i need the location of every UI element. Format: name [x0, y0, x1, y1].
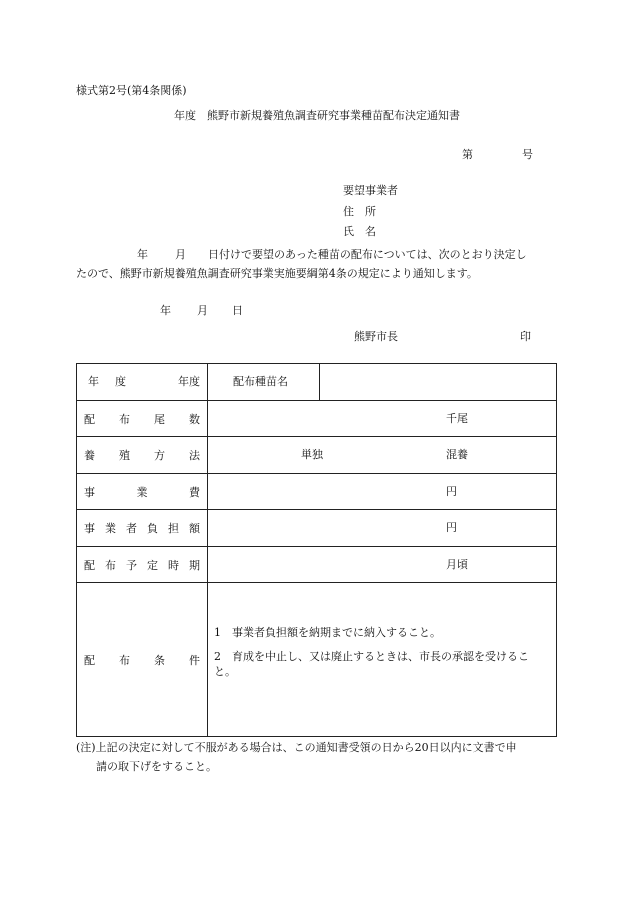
- table-row-quantity: [77, 401, 557, 437]
- method-option-single: 単独: [301, 448, 323, 461]
- name-label: 氏 名: [343, 225, 376, 238]
- table-row-method: [77, 437, 557, 474]
- applicant-label: 要望事業者: [343, 184, 398, 197]
- burden-label: 事 業 者 負 担 額: [77, 510, 208, 547]
- issuer-mayor: 熊野市長: [354, 330, 398, 343]
- body-line1: 日付けで要望のあった種苗の配布については、次のとおり決定し: [208, 248, 527, 261]
- divider-2: [319, 364, 320, 400]
- condition-2: 2 育成を中止し、又は廃止するときは、市長の承認を受けること。: [214, 649, 529, 678]
- table-row-schedule: [77, 547, 557, 583]
- table-row-fiscal-year: [77, 364, 557, 401]
- method-option-mixed: 混養: [446, 448, 468, 461]
- issue-day: 日: [232, 304, 243, 317]
- notice-number-suffix: 号: [522, 148, 533, 161]
- body-month: 月: [175, 248, 186, 261]
- issue-year: 年: [160, 304, 171, 317]
- divider-1: [207, 364, 208, 400]
- burden-unit: 円: [446, 521, 457, 534]
- table-row-cost: [77, 474, 557, 510]
- table-row-conditions: [77, 583, 557, 737]
- quantity-unit: 千尾: [446, 412, 468, 425]
- condition-1: 1 事業者負担額を納期までに納入すること。: [214, 625, 441, 639]
- fiscal-year-unit: 年度: [178, 375, 200, 388]
- cost-unit: 円: [446, 485, 457, 498]
- conditions-label: 配 布 条 件: [77, 583, 208, 737]
- notice-number-prefix: 第: [462, 148, 473, 161]
- form-number: 様式第2号(第4条関係): [76, 84, 187, 97]
- decision-table: [76, 363, 557, 737]
- document-title: 年度 熊野市新規養殖魚調査研究事業種苗配布決定通知書: [174, 109, 460, 122]
- fiscal-year-label: 年 度: [88, 375, 126, 388]
- body-year: 年: [137, 248, 148, 261]
- seed-name-label: 配布種苗名: [233, 375, 288, 388]
- body-line2: たので、熊野市新規養殖魚調査研究事業実施要綱第4条の規定により通知します。: [76, 267, 478, 280]
- issue-month: 月: [197, 304, 208, 317]
- schedule-label: 配 布 予 定 時 期: [77, 547, 208, 583]
- cost-label: 事 業 費: [77, 474, 208, 510]
- note-line2: 請の取下げをすること。: [96, 760, 217, 773]
- table-row-burden: [77, 510, 557, 547]
- conditions-content: [208, 583, 557, 737]
- note-line1: (注)上記の決定に対して不服がある場合は、この通知書受領の日から20日以内に文書で申: [76, 741, 517, 754]
- issuer-seal: 印: [520, 330, 531, 343]
- method-label: 養 殖 方 法: [77, 437, 208, 474]
- address-label: 住 所: [343, 205, 376, 218]
- quantity-label: 配 布 尾 数: [77, 401, 208, 437]
- schedule-unit: 月頃: [446, 558, 468, 571]
